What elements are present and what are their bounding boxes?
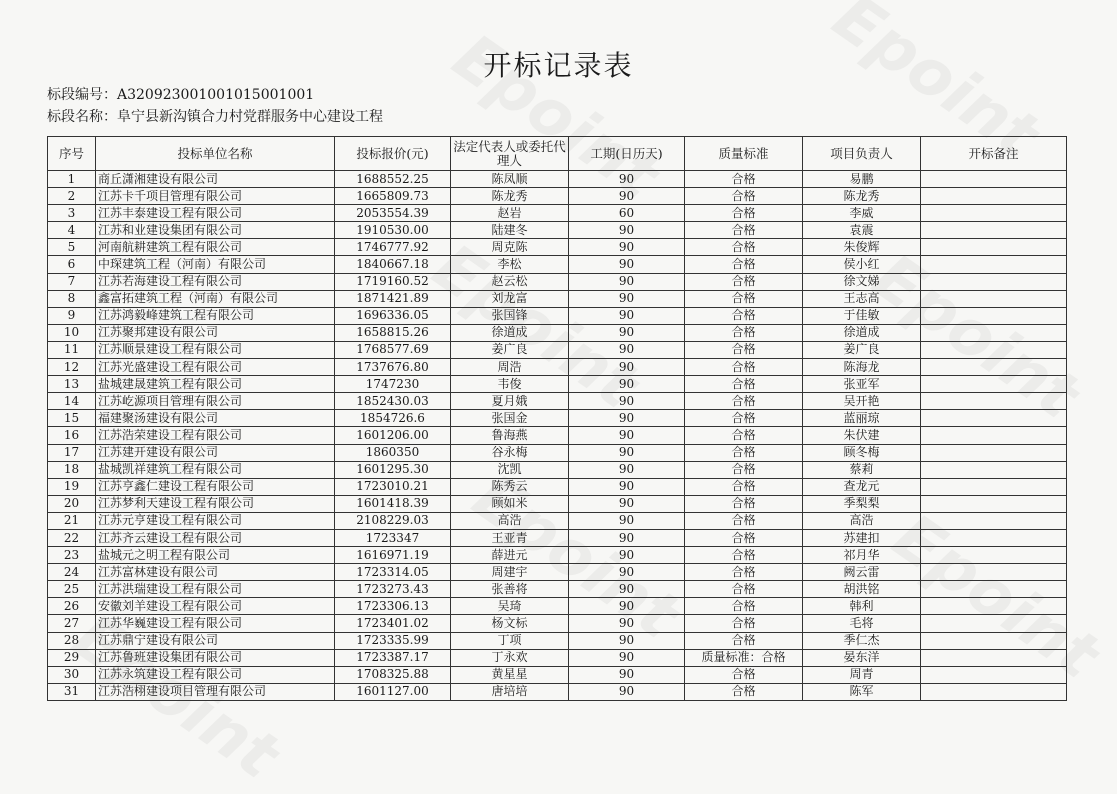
- project-manager-cell: 韩利: [803, 598, 921, 615]
- legal-representative-cell: 徐道成: [451, 324, 569, 341]
- bid-price-cell: 1616971.19: [335, 547, 451, 564]
- row-number-cell: 25: [48, 581, 96, 598]
- duration-cell: 90: [569, 564, 685, 581]
- opening-remark-cell: [921, 239, 1067, 256]
- table-row: [48, 239, 1067, 256]
- bid-price-cell: 1723387.17: [335, 649, 451, 666]
- table-row: [48, 410, 1067, 427]
- bidder-name-cell: 江苏和业建设集团有限公司: [96, 222, 335, 239]
- quality-standard-cell: 合格: [685, 359, 803, 376]
- opening-remark-cell: [921, 649, 1067, 666]
- project-manager-cell: 易鹏: [803, 171, 921, 188]
- table-row: [48, 290, 1067, 307]
- column-header: 项目负责人: [803, 137, 921, 171]
- duration-cell: 90: [569, 273, 685, 290]
- legal-representative-cell: 谷永梅: [451, 444, 569, 461]
- project-manager-cell: 朱俊辉: [803, 239, 921, 256]
- row-number-cell: 31: [48, 683, 96, 700]
- section-name-value: 阜宁县新沟镇合力村党群服务中心建设工程: [117, 109, 383, 125]
- opening-remark-cell: [921, 427, 1067, 444]
- table-row: [48, 427, 1067, 444]
- quality-standard-cell: 合格: [685, 222, 803, 239]
- duration-cell: 90: [569, 324, 685, 341]
- row-number-cell: 9: [48, 307, 96, 324]
- row-number-cell: 16: [48, 427, 96, 444]
- row-number-cell: 13: [48, 376, 96, 393]
- bidder-name-cell: 江苏亨鑫仁建设工程有限公司: [96, 478, 335, 495]
- row-number-cell: 29: [48, 649, 96, 666]
- row-number-cell: 18: [48, 461, 96, 478]
- project-manager-cell: 季仁杰: [803, 632, 921, 649]
- legal-representative-cell: 丁永欢: [451, 649, 569, 666]
- project-manager-cell: 袁震: [803, 222, 921, 239]
- legal-representative-cell: 周克陈: [451, 239, 569, 256]
- duration-cell: 90: [569, 444, 685, 461]
- legal-representative-cell: 夏月娥: [451, 393, 569, 410]
- table-row: [48, 444, 1067, 461]
- duration-cell: 90: [569, 632, 685, 649]
- opening-remark-cell: [921, 615, 1067, 632]
- quality-standard-cell: 合格: [685, 495, 803, 512]
- bidder-name-cell: 江苏若海建设工程有限公司: [96, 273, 335, 290]
- table-row: [48, 512, 1067, 529]
- row-number-cell: 11: [48, 341, 96, 358]
- table-row: [48, 205, 1067, 222]
- quality-standard-cell: 合格: [685, 444, 803, 461]
- opening-remark-cell: [921, 324, 1067, 341]
- quality-standard-cell: 合格: [685, 239, 803, 256]
- duration-cell: 90: [569, 529, 685, 546]
- opening-remark-cell: [921, 666, 1067, 683]
- opening-remark-cell: [921, 581, 1067, 598]
- quality-standard-cell: 合格: [685, 376, 803, 393]
- row-number-cell: 3: [48, 205, 96, 222]
- duration-cell: 90: [569, 581, 685, 598]
- bidder-name-cell: 江苏元亨建设工程有限公司: [96, 512, 335, 529]
- column-header: 序号: [48, 137, 96, 171]
- bid-price-cell: 2053554.39: [335, 205, 451, 222]
- row-number-cell: 2: [48, 188, 96, 205]
- project-manager-cell: 胡洪铭: [803, 581, 921, 598]
- project-manager-cell: 陈海龙: [803, 359, 921, 376]
- duration-cell: 90: [569, 307, 685, 324]
- bidder-name-cell: 江苏丰泰建设工程有限公司: [96, 205, 335, 222]
- bidder-name-cell: 福建聚汤建设有限公司: [96, 410, 335, 427]
- bidder-name-cell: 江苏永筑建设工程有限公司: [96, 666, 335, 683]
- legal-representative-cell: 黄星星: [451, 666, 569, 683]
- bid-price-cell: 1723273.43: [335, 581, 451, 598]
- section-code-label: 标段编号：: [47, 87, 117, 103]
- opening-remark-cell: [921, 171, 1067, 188]
- project-manager-cell: 陈龙秀: [803, 188, 921, 205]
- legal-representative-cell: 陈凤顺: [451, 171, 569, 188]
- bid-price-cell: 1852430.03: [335, 393, 451, 410]
- opening-remark-cell: [921, 444, 1067, 461]
- quality-standard-cell: 合格: [685, 615, 803, 632]
- legal-representative-cell: 顾如米: [451, 495, 569, 512]
- duration-cell: 90: [569, 649, 685, 666]
- row-number-cell: 28: [48, 632, 96, 649]
- opening-remark-cell: [921, 683, 1067, 700]
- duration-cell: 90: [569, 239, 685, 256]
- bidder-name-cell: 江苏浩栩建设项目管理有限公司: [96, 683, 335, 700]
- project-manager-cell: 王志高: [803, 290, 921, 307]
- duration-cell: 90: [569, 683, 685, 700]
- row-number-cell: 26: [48, 598, 96, 615]
- bidder-name-cell: 江苏鼎宁建设有限公司: [96, 632, 335, 649]
- duration-cell: 90: [569, 495, 685, 512]
- duration-cell: 90: [569, 547, 685, 564]
- legal-representative-cell: 鲁海燕: [451, 427, 569, 444]
- row-number-cell: 22: [48, 529, 96, 546]
- bidder-name-cell: 江苏洪瑞建设工程有限公司: [96, 581, 335, 598]
- bid-price-cell: 1723335.99: [335, 632, 451, 649]
- section-code-value: A320923001001015001001: [117, 87, 315, 103]
- duration-cell: 90: [569, 410, 685, 427]
- quality-standard-cell: 合格: [685, 632, 803, 649]
- opening-remark-cell: [921, 307, 1067, 324]
- row-number-cell: 15: [48, 410, 96, 427]
- opening-remark-cell: [921, 564, 1067, 581]
- row-number-cell: 1: [48, 171, 96, 188]
- project-manager-cell: 姜广良: [803, 341, 921, 358]
- quality-standard-cell: 合格: [685, 683, 803, 700]
- opening-remark-cell: [921, 547, 1067, 564]
- column-header: 开标备注: [921, 137, 1067, 171]
- bid-price-cell: 1737676.80: [335, 359, 451, 376]
- row-number-cell: 6: [48, 256, 96, 273]
- quality-standard-cell: 合格: [685, 273, 803, 290]
- row-number-cell: 19: [48, 478, 96, 495]
- table-row: [48, 666, 1067, 683]
- project-manager-cell: 吴开艳: [803, 393, 921, 410]
- bid-price-cell: 1871421.89: [335, 290, 451, 307]
- opening-remark-cell: [921, 393, 1067, 410]
- quality-standard-cell: 合格: [685, 171, 803, 188]
- row-number-cell: 21: [48, 512, 96, 529]
- opening-remark-cell: [921, 410, 1067, 427]
- project-manager-cell: 晏东洋: [803, 649, 921, 666]
- bid-price-cell: 1696336.05: [335, 307, 451, 324]
- bid-price-cell: 1723347: [335, 529, 451, 546]
- section-code: [47, 84, 314, 104]
- legal-representative-cell: 唐培培: [451, 683, 569, 700]
- quality-standard-cell: 合格: [685, 529, 803, 546]
- bidder-name-cell: 中琛建筑工程（河南）有限公司: [96, 256, 335, 273]
- table-row: [48, 341, 1067, 358]
- row-number-cell: 10: [48, 324, 96, 341]
- table-row: [48, 171, 1067, 188]
- legal-representative-cell: 吴琦: [451, 598, 569, 615]
- project-manager-cell: 于佳敏: [803, 307, 921, 324]
- bidder-name-cell: 盐城凯祥建筑工程有限公司: [96, 461, 335, 478]
- quality-standard-cell: 合格: [685, 581, 803, 598]
- project-manager-cell: 张亚军: [803, 376, 921, 393]
- bid-price-cell: 1747230: [335, 376, 451, 393]
- project-manager-cell: 朱伏建: [803, 427, 921, 444]
- duration-cell: 90: [569, 222, 685, 239]
- row-number-cell: 12: [48, 359, 96, 376]
- quality-standard-cell: 合格: [685, 461, 803, 478]
- table-row: [48, 273, 1067, 290]
- opening-remark-cell: [921, 632, 1067, 649]
- bid-price-cell: 1719160.52: [335, 273, 451, 290]
- project-manager-cell: 毛将: [803, 615, 921, 632]
- opening-remark-cell: [921, 273, 1067, 290]
- table-row: [48, 581, 1067, 598]
- duration-cell: 90: [569, 171, 685, 188]
- table-row: [48, 495, 1067, 512]
- duration-cell: 90: [569, 393, 685, 410]
- table-row: [48, 307, 1067, 324]
- table-row: [48, 615, 1067, 632]
- opening-remark-cell: [921, 512, 1067, 529]
- duration-cell: 90: [569, 615, 685, 632]
- table-row: [48, 529, 1067, 546]
- project-manager-cell: 祁月华: [803, 547, 921, 564]
- bid-price-cell: 1910530.00: [335, 222, 451, 239]
- duration-cell: 90: [569, 256, 685, 273]
- quality-standard-cell: 合格: [685, 393, 803, 410]
- legal-representative-cell: 陆建冬: [451, 222, 569, 239]
- legal-representative-cell: 刘龙富: [451, 290, 569, 307]
- page-title: 开标记录表: [483, 49, 634, 82]
- legal-representative-cell: 张国金: [451, 410, 569, 427]
- quality-standard-cell: 合格: [685, 427, 803, 444]
- duration-cell: 90: [569, 188, 685, 205]
- legal-representative-cell: 王亚青: [451, 529, 569, 546]
- row-number-cell: 30: [48, 666, 96, 683]
- column-header: 投标报价(元): [335, 137, 451, 171]
- bidder-name-cell: 江苏光盛建设工程有限公司: [96, 359, 335, 376]
- duration-cell: 90: [569, 376, 685, 393]
- table-header-row: [48, 137, 1067, 171]
- quality-standard-cell: 合格: [685, 598, 803, 615]
- legal-representative-cell: 周建宇: [451, 564, 569, 581]
- legal-representative-cell: 张善将: [451, 581, 569, 598]
- bidder-name-cell: 河南航耕建筑工程有限公司: [96, 239, 335, 256]
- opening-remark-cell: [921, 188, 1067, 205]
- project-manager-cell: 高浩: [803, 512, 921, 529]
- legal-representative-cell: 姜广良: [451, 341, 569, 358]
- legal-representative-cell: 李松: [451, 256, 569, 273]
- table-row: [48, 393, 1067, 410]
- bidder-name-cell: 江苏富林建设有限公司: [96, 564, 335, 581]
- project-manager-cell: 李威: [803, 205, 921, 222]
- quality-standard-cell: 合格: [685, 256, 803, 273]
- duration-cell: 90: [569, 290, 685, 307]
- project-manager-cell: 顾冬梅: [803, 444, 921, 461]
- bidder-name-cell: 商丘潇湘建设有限公司: [96, 171, 335, 188]
- project-manager-cell: 侯小红: [803, 256, 921, 273]
- bid-price-cell: 1746777.92: [335, 239, 451, 256]
- table-row: [48, 547, 1067, 564]
- quality-standard-cell: 合格: [685, 290, 803, 307]
- quality-standard-cell: 合格: [685, 666, 803, 683]
- bid-price-cell: 1854726.6: [335, 410, 451, 427]
- bid-price-cell: 1601295.30: [335, 461, 451, 478]
- bidder-name-cell: 江苏齐云建设工程有限公司: [96, 529, 335, 546]
- row-number-cell: 8: [48, 290, 96, 307]
- bidder-name-cell: 江苏鸿毅峰建筑工程有限公司: [96, 307, 335, 324]
- row-number-cell: 20: [48, 495, 96, 512]
- table-row: [48, 649, 1067, 666]
- legal-representative-cell: 陈龙秀: [451, 188, 569, 205]
- row-number-cell: 14: [48, 393, 96, 410]
- quality-standard-cell: 合格: [685, 341, 803, 358]
- opening-remark-cell: [921, 478, 1067, 495]
- section-name: [47, 106, 383, 126]
- quality-standard-cell: 合格: [685, 547, 803, 564]
- legal-representative-cell: 沈凯: [451, 461, 569, 478]
- column-header: 法定代表人或委托代理人: [451, 137, 569, 171]
- bid-price-cell: 1665809.73: [335, 188, 451, 205]
- table-row: [48, 683, 1067, 700]
- table-row: [48, 478, 1067, 495]
- bidder-name-cell: 江苏屹源项目管理有限公司: [96, 393, 335, 410]
- bid-price-cell: 1601418.39: [335, 495, 451, 512]
- duration-cell: 90: [569, 598, 685, 615]
- opening-remark-cell: [921, 598, 1067, 615]
- bidder-name-cell: 江苏顺景建设工程有限公司: [96, 341, 335, 358]
- quality-standard-cell: 合格: [685, 478, 803, 495]
- quality-standard-cell: 合格: [685, 324, 803, 341]
- quality-standard-cell: 质量标准：合格: [685, 649, 803, 666]
- bidder-name-cell: 江苏聚邦建设有限公司: [96, 324, 335, 341]
- bid-price-cell: 1768577.69: [335, 341, 451, 358]
- row-number-cell: 4: [48, 222, 96, 239]
- duration-cell: 90: [569, 478, 685, 495]
- duration-cell: 90: [569, 359, 685, 376]
- quality-standard-cell: 合格: [685, 564, 803, 581]
- table-row: [48, 376, 1067, 393]
- duration-cell: 90: [569, 461, 685, 478]
- duration-cell: 90: [569, 666, 685, 683]
- bid-price-cell: 1723306.13: [335, 598, 451, 615]
- row-number-cell: 5: [48, 239, 96, 256]
- quality-standard-cell: 合格: [685, 205, 803, 222]
- table-row: [48, 598, 1067, 615]
- bid-price-cell: 1601206.00: [335, 427, 451, 444]
- table-body: [48, 171, 1067, 701]
- project-manager-cell: 徐文娣: [803, 273, 921, 290]
- row-number-cell: 17: [48, 444, 96, 461]
- legal-representative-cell: 周浩: [451, 359, 569, 376]
- table-row: [48, 188, 1067, 205]
- bid-price-cell: 1840667.18: [335, 256, 451, 273]
- project-manager-cell: 阙云雷: [803, 564, 921, 581]
- quality-standard-cell: 合格: [685, 307, 803, 324]
- legal-representative-cell: 薛进元: [451, 547, 569, 564]
- project-manager-cell: 蔡莉: [803, 461, 921, 478]
- bid-price-cell: 1723010.21: [335, 478, 451, 495]
- bid-price-cell: 1860350: [335, 444, 451, 461]
- bid-price-cell: 1723314.05: [335, 564, 451, 581]
- row-number-cell: 27: [48, 615, 96, 632]
- project-manager-cell: 徐道成: [803, 324, 921, 341]
- column-header: 质量标准: [685, 137, 803, 171]
- bidder-name-cell: 江苏梦利天建设工程有限公司: [96, 495, 335, 512]
- legal-representative-cell: 韦俊: [451, 376, 569, 393]
- bid-price-cell: 1658815.26: [335, 324, 451, 341]
- table-row: [48, 359, 1067, 376]
- bid-price-cell: 1601127.00: [335, 683, 451, 700]
- duration-cell: 90: [569, 512, 685, 529]
- duration-cell: 60: [569, 205, 685, 222]
- bid-price-cell: 1708325.88: [335, 666, 451, 683]
- duration-cell: 90: [569, 341, 685, 358]
- table-row: [48, 632, 1067, 649]
- project-manager-cell: 周青: [803, 666, 921, 683]
- bidder-name-cell: 江苏建开建设有限公司: [96, 444, 335, 461]
- opening-remark-cell: [921, 376, 1067, 393]
- opening-remark-cell: [921, 529, 1067, 546]
- legal-representative-cell: 陈秀云: [451, 478, 569, 495]
- table-row: [48, 256, 1067, 273]
- row-number-cell: 23: [48, 547, 96, 564]
- duration-cell: 90: [569, 427, 685, 444]
- quality-standard-cell: 合格: [685, 410, 803, 427]
- project-manager-cell: 苏建扣: [803, 529, 921, 546]
- quality-standard-cell: 合格: [685, 188, 803, 205]
- bidder-name-cell: 盐城建晟建筑工程有限公司: [96, 376, 335, 393]
- section-name-label: 标段名称：: [47, 109, 117, 125]
- row-number-cell: 24: [48, 564, 96, 581]
- opening-remark-cell: [921, 341, 1067, 358]
- bidder-name-cell: 鑫富拓建筑工程（河南）有限公司: [96, 290, 335, 307]
- table-row: [48, 461, 1067, 478]
- legal-representative-cell: 张国锋: [451, 307, 569, 324]
- bidder-name-cell: 安徽刘羊建设工程有限公司: [96, 598, 335, 615]
- opening-remark-cell: [921, 256, 1067, 273]
- bidder-name-cell: 江苏浩荣建设工程有限公司: [96, 427, 335, 444]
- row-number-cell: 7: [48, 273, 96, 290]
- opening-remark-cell: [921, 222, 1067, 239]
- bid-price-cell: 1723401.02: [335, 615, 451, 632]
- legal-representative-cell: 赵云松: [451, 273, 569, 290]
- legal-representative-cell: 高浩: [451, 512, 569, 529]
- project-manager-cell: 查龙元: [803, 478, 921, 495]
- table-row: [48, 222, 1067, 239]
- project-manager-cell: 陈军: [803, 683, 921, 700]
- bid-price-cell: 2108229.03: [335, 512, 451, 529]
- column-header: 投标单位名称: [96, 137, 335, 171]
- legal-representative-cell: 丁项: [451, 632, 569, 649]
- table-row: [48, 324, 1067, 341]
- opening-remark-cell: [921, 495, 1067, 512]
- opening-remark-cell: [921, 290, 1067, 307]
- opening-remark-cell: [921, 359, 1067, 376]
- legal-representative-cell: 杨文标: [451, 615, 569, 632]
- legal-representative-cell: 赵岩: [451, 205, 569, 222]
- table-row: [48, 564, 1067, 581]
- opening-remark-cell: [921, 205, 1067, 222]
- bidder-name-cell: 江苏华巍建设工程有限公司: [96, 615, 335, 632]
- project-manager-cell: 季梨梨: [803, 495, 921, 512]
- project-manager-cell: 蓝丽琼: [803, 410, 921, 427]
- bidder-name-cell: 江苏卡千项目管理有限公司: [96, 188, 335, 205]
- bid-opening-table: [47, 136, 1067, 701]
- column-header: 工期(日历天): [569, 137, 685, 171]
- bid-price-cell: 1688552.25: [335, 171, 451, 188]
- bidder-name-cell: 江苏鲁班建设集团有限公司: [96, 649, 335, 666]
- quality-standard-cell: 合格: [685, 512, 803, 529]
- opening-remark-cell: [921, 461, 1067, 478]
- bidder-name-cell: 盐城元之明工程有限公司: [96, 547, 335, 564]
